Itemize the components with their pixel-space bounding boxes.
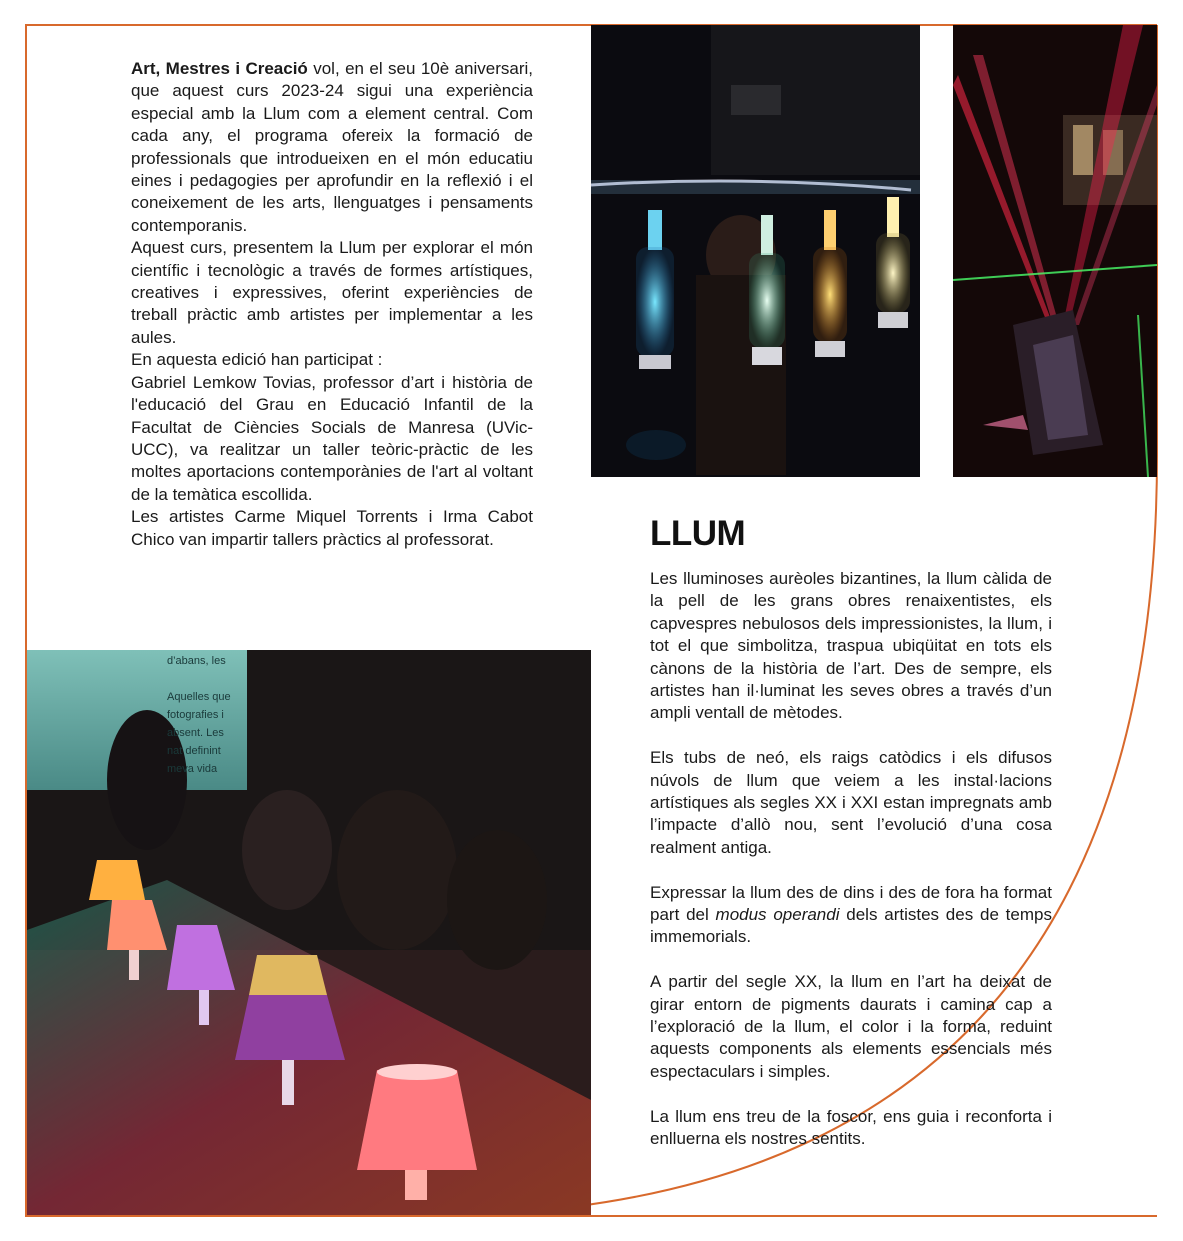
intro-paragraph-4: Gabriel Lemkow Tovias, professor d’art i història de l'educació del Grau en Educació Infantil de la Facultat de Ciències Socials de Manresa (UVic-UCC), va realitzar un taller teòric-pràctic de les moltes aportacions contemporànies de l'art al voltant de la temàtica escollida.: [131, 372, 533, 504]
intro-text: [131, 58, 533, 551]
llum-paragraph-4: A partir del segle XX, la llum en l’art ha deixat de girar entorn de pigments daurats i camina cap a l’exploració de la llum, el color i la forma, reduint aquests components als elements essencials més espectaculars i simples.: [650, 972, 1052, 1081]
screen-text-1: d’abans, les: [167, 655, 226, 667]
screen-text-4: absent. Les: [167, 727, 224, 739]
screen-text-5: nat definint: [167, 745, 221, 757]
llum-p3-italic: modus operandi: [715, 905, 840, 925]
intro-p1-rest: vol, en el seu 10è aniversari, que aquest curs 2023-24 sigui una experiència especial amb la Llum com a element central. Com cada any, el programa ofereix la formació de professionals que introdueixen en el món educatiu eines i pedagogies per aprofundir en la reflexió i el coneixement de les arts, llenguatges i pensaments contemporanis.: [131, 59, 534, 235]
llum-paragraph-5: La llum ens treu de la foscor, ens guia i reconforta i enlluerna els nostres sentits.: [650, 1106, 1052, 1149]
llum-paragraph-2: Els tubs de neó, els raigs catòdics i els difusos núvols de llum que veiem a les instal·lacions artístiques als segles XX i XXI estan impregnats amb l’impacte d’allò nou, sent l’evolució d’una cosa realment antiga.: [650, 748, 1052, 857]
screen-text-3: fotografies i: [167, 709, 224, 721]
intro-paragraph-5: Les artistes Carme Miquel Torrents i Irma Cabot Chico van impartir tallers pràctics al professorat.: [131, 507, 533, 549]
photo-lamps-workshop: [27, 650, 591, 1215]
intro-paragraph-1: [131, 58, 533, 237]
photo-laser-installation: [953, 25, 1157, 477]
intro-paragraph-3: En aquesta edició han participat :: [131, 350, 383, 370]
llum-p3-a: Expressar la llum des de dins i des de fora ha format part del: [650, 882, 1052, 925]
llum-text: [650, 568, 1052, 1173]
llum-paragraph-1: Les lluminoses aurèoles bizantines, la llum càlida de la pell de les grans obres renaixentistes, els capvespres nebulosos dels impressionistes, la llum, i tot el que simbolitza, traspua ubiqüitat en tots els cànons de la història de l’art. Des de sempre, els artistes han il·luminat les seves obres a través d’un ampli ventall de mètodes.: [650, 569, 1052, 723]
section-title: LLUM: [650, 514, 746, 553]
llum-p3-b: dels artistes des de temps immemorials.: [650, 905, 1052, 947]
screen-text-6: meva vida: [167, 763, 218, 775]
screen-text-2: Aquelles que: [167, 691, 231, 703]
llum-paragraph-3: [650, 882, 1052, 949]
intro-paragraph-2: Aquest curs, presentem la Llum per explorar el món científic i tecnològic a través de formes artístiques, creatives i expressives, oferint experiències de treball pràctic amb artistes per implementar a les aules.: [131, 238, 533, 347]
program-name: Art, Mestres i Creació: [131, 59, 308, 78]
photo-light-bottles: [591, 25, 920, 477]
